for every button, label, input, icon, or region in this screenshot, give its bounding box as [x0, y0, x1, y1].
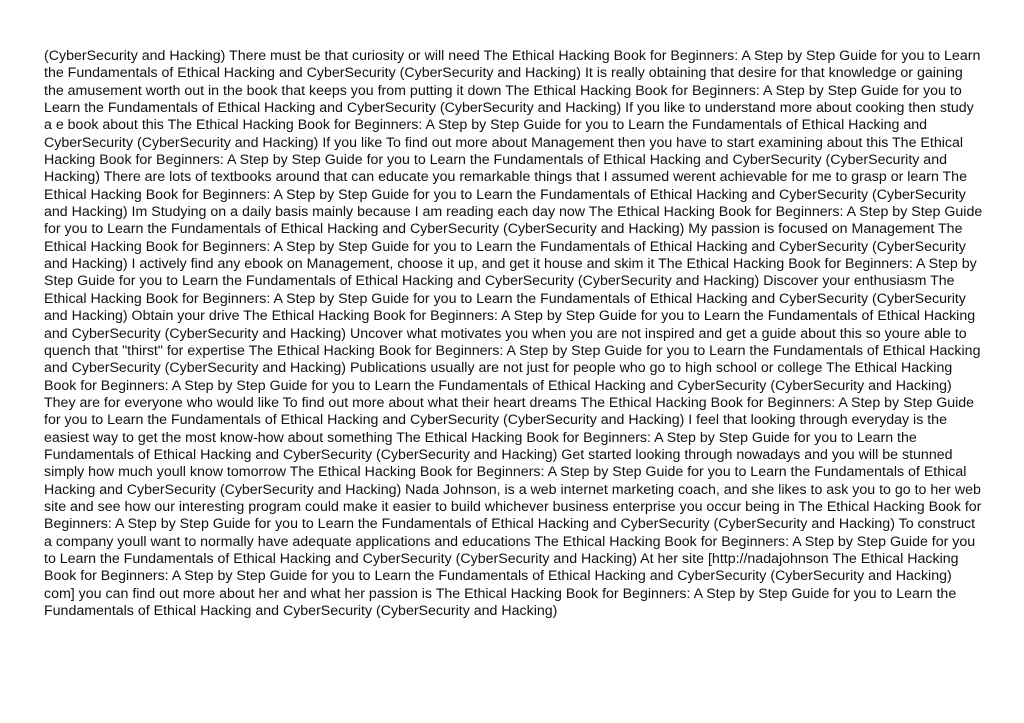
- document-body-paragraph: (CyberSecurity and Hacking) There must be that curiosity or will need The Ethical Hacking Book for Beginners: A Step by Step Guide for you to Learn the Fundamentals of Ethical Hacking and CyberSecurity (CyberSecurity and Hacking) It is really obtaining that desire for that knowledge or gaining the amusement worth out in the book that keeps you from putting it down The Ethical Hacking Book for Beginners: A Step by Step Guide for you to Learn the Fundamentals of Ethical Hacking and CyberSecurity (CyberSecurity and Hacking) If you like to understand more about cooking then study a e book about this The Ethical Hacking Book for Beginners: A Step by Step Guide for you to Learn the Fundamentals of Ethical Hacking and CyberSecurity (CyberSecurity and Hacking) If you like To find out more about Management then you have to start examining about this The Ethical Hacking Book for Beginners: A Step by Step Guide for you to Learn the Fundamentals of Ethical Hacking and CyberSecurity (CyberSecurity and Hacking) There are lots of textbooks around that can educate you remarkable things that I assumed werent achievable for me to grasp or learn The Ethical Hacking Book for Beginners: A Step by Step Guide for you to Learn the Fundamentals of Ethical Hacking and CyberSecurity (CyberSecurity and Hacking) Im Studying on a daily basis mainly because I am reading each day now The Ethical Hacking Book for Beginners: A Step by Step Guide for you to Learn the Fundamentals of Ethical Hacking and CyberSecurity (CyberSecurity and Hacking) My passion is focused on Management The Ethical Hacking Book for Beginners: A Step by Step Guide for you to Learn the Fundamentals of Ethical Hacking and CyberSecurity (CyberSecurity and Hacking) I actively find any ebook on Management, choose it up, and get it house and skim it The Ethical Hacking Book for Beginners: A Step by Step Guide for you to Learn the Fundamentals of Ethical Hacking and CyberSecurity (CyberSecurity and Hacking) Discover your enthusiasm The Ethical Hacking Book for Beginners: A Step by Step Guide for you to Learn the Fundamentals of Ethical Hacking and CyberSecurity (CyberSecurity and Hacking) Obtain your drive The Ethical Hacking Book for Beginners: A Step by Step Guide for you to Learn the Fundamentals of Ethical Hacking and CyberSecurity (CyberSecurity and Hacking) Uncover what motivates you when you are not inspired and get a guide about this so youre able to quench that "thirst" for expertise The Ethical Hacking Book for Beginners: A Step by Step Guide for you to Learn the Fundamentals of Ethical Hacking and CyberSecurity (CyberSecurity and Hacking) Publications usually are not just for people who go to high school or college The Ethical Hacking Book for Beginners: A Step by Step Guide for you to Learn the Fundamentals of Ethical Hacking and CyberSecurity (CyberSecurity and Hacking) They are for everyone who would like To find out more about what their heart dreams The Ethical Hacking Book for Beginners: A Step by Step Guide for you to Learn the Fundamentals of Ethical Hacking and CyberSecurity (CyberSecurity and Hacking) I feel that looking through everyday is the easiest way to get the most know-how about something The Ethical Hacking Book for Beginners: A Step by Step Guide for you to Learn the Fundamentals of Ethical Hacking and CyberSecurity (CyberSecurity and Hacking) Get started looking through nowadays and you will be stunned simply how much youll know tomorrow The Ethical Hacking Book for Beginners: A Step by Step Guide for you to Learn the Fundamentals of Ethical Hacking and CyberSecurity (CyberSecurity and Hacking) Nada Johnson, is a web internet marketing coach, and she likes to ask you to go to her web site and see how our interesting program could make it easier to build whichever business enterprise you occur being in The Ethical Hacking Book for Beginners: A Step by Step Guide for you to Learn the Fundamentals of Ethical Hacking and CyberSecurity (CyberSecurity and Hacking) To construct a company youll want to normally have adequate applications and educations The Ethical Hacking Book for Beginners: A Step by Step Guide for you to Learn the Fundamentals of Ethical Hacking and CyberSecurity (CyberSecurity and Hacking) At her site [http://nadajohnson The Ethical Hacking Book for Beginners: A Step by Step Guide for you to Learn the Fundamentals of Ethical Hacking and CyberSecurity (CyberSecurity and Hacking) com] you can find out more about her and what her passion is The Ethical Hacking Book for Beginners: A Step by Step Guide for you to Learn the Fundamentals of Ethical Hacking and CyberSecurity (CyberSecurity and Hacking): [44, 48, 983, 619]
- document-page: [44, 48, 984, 620]
